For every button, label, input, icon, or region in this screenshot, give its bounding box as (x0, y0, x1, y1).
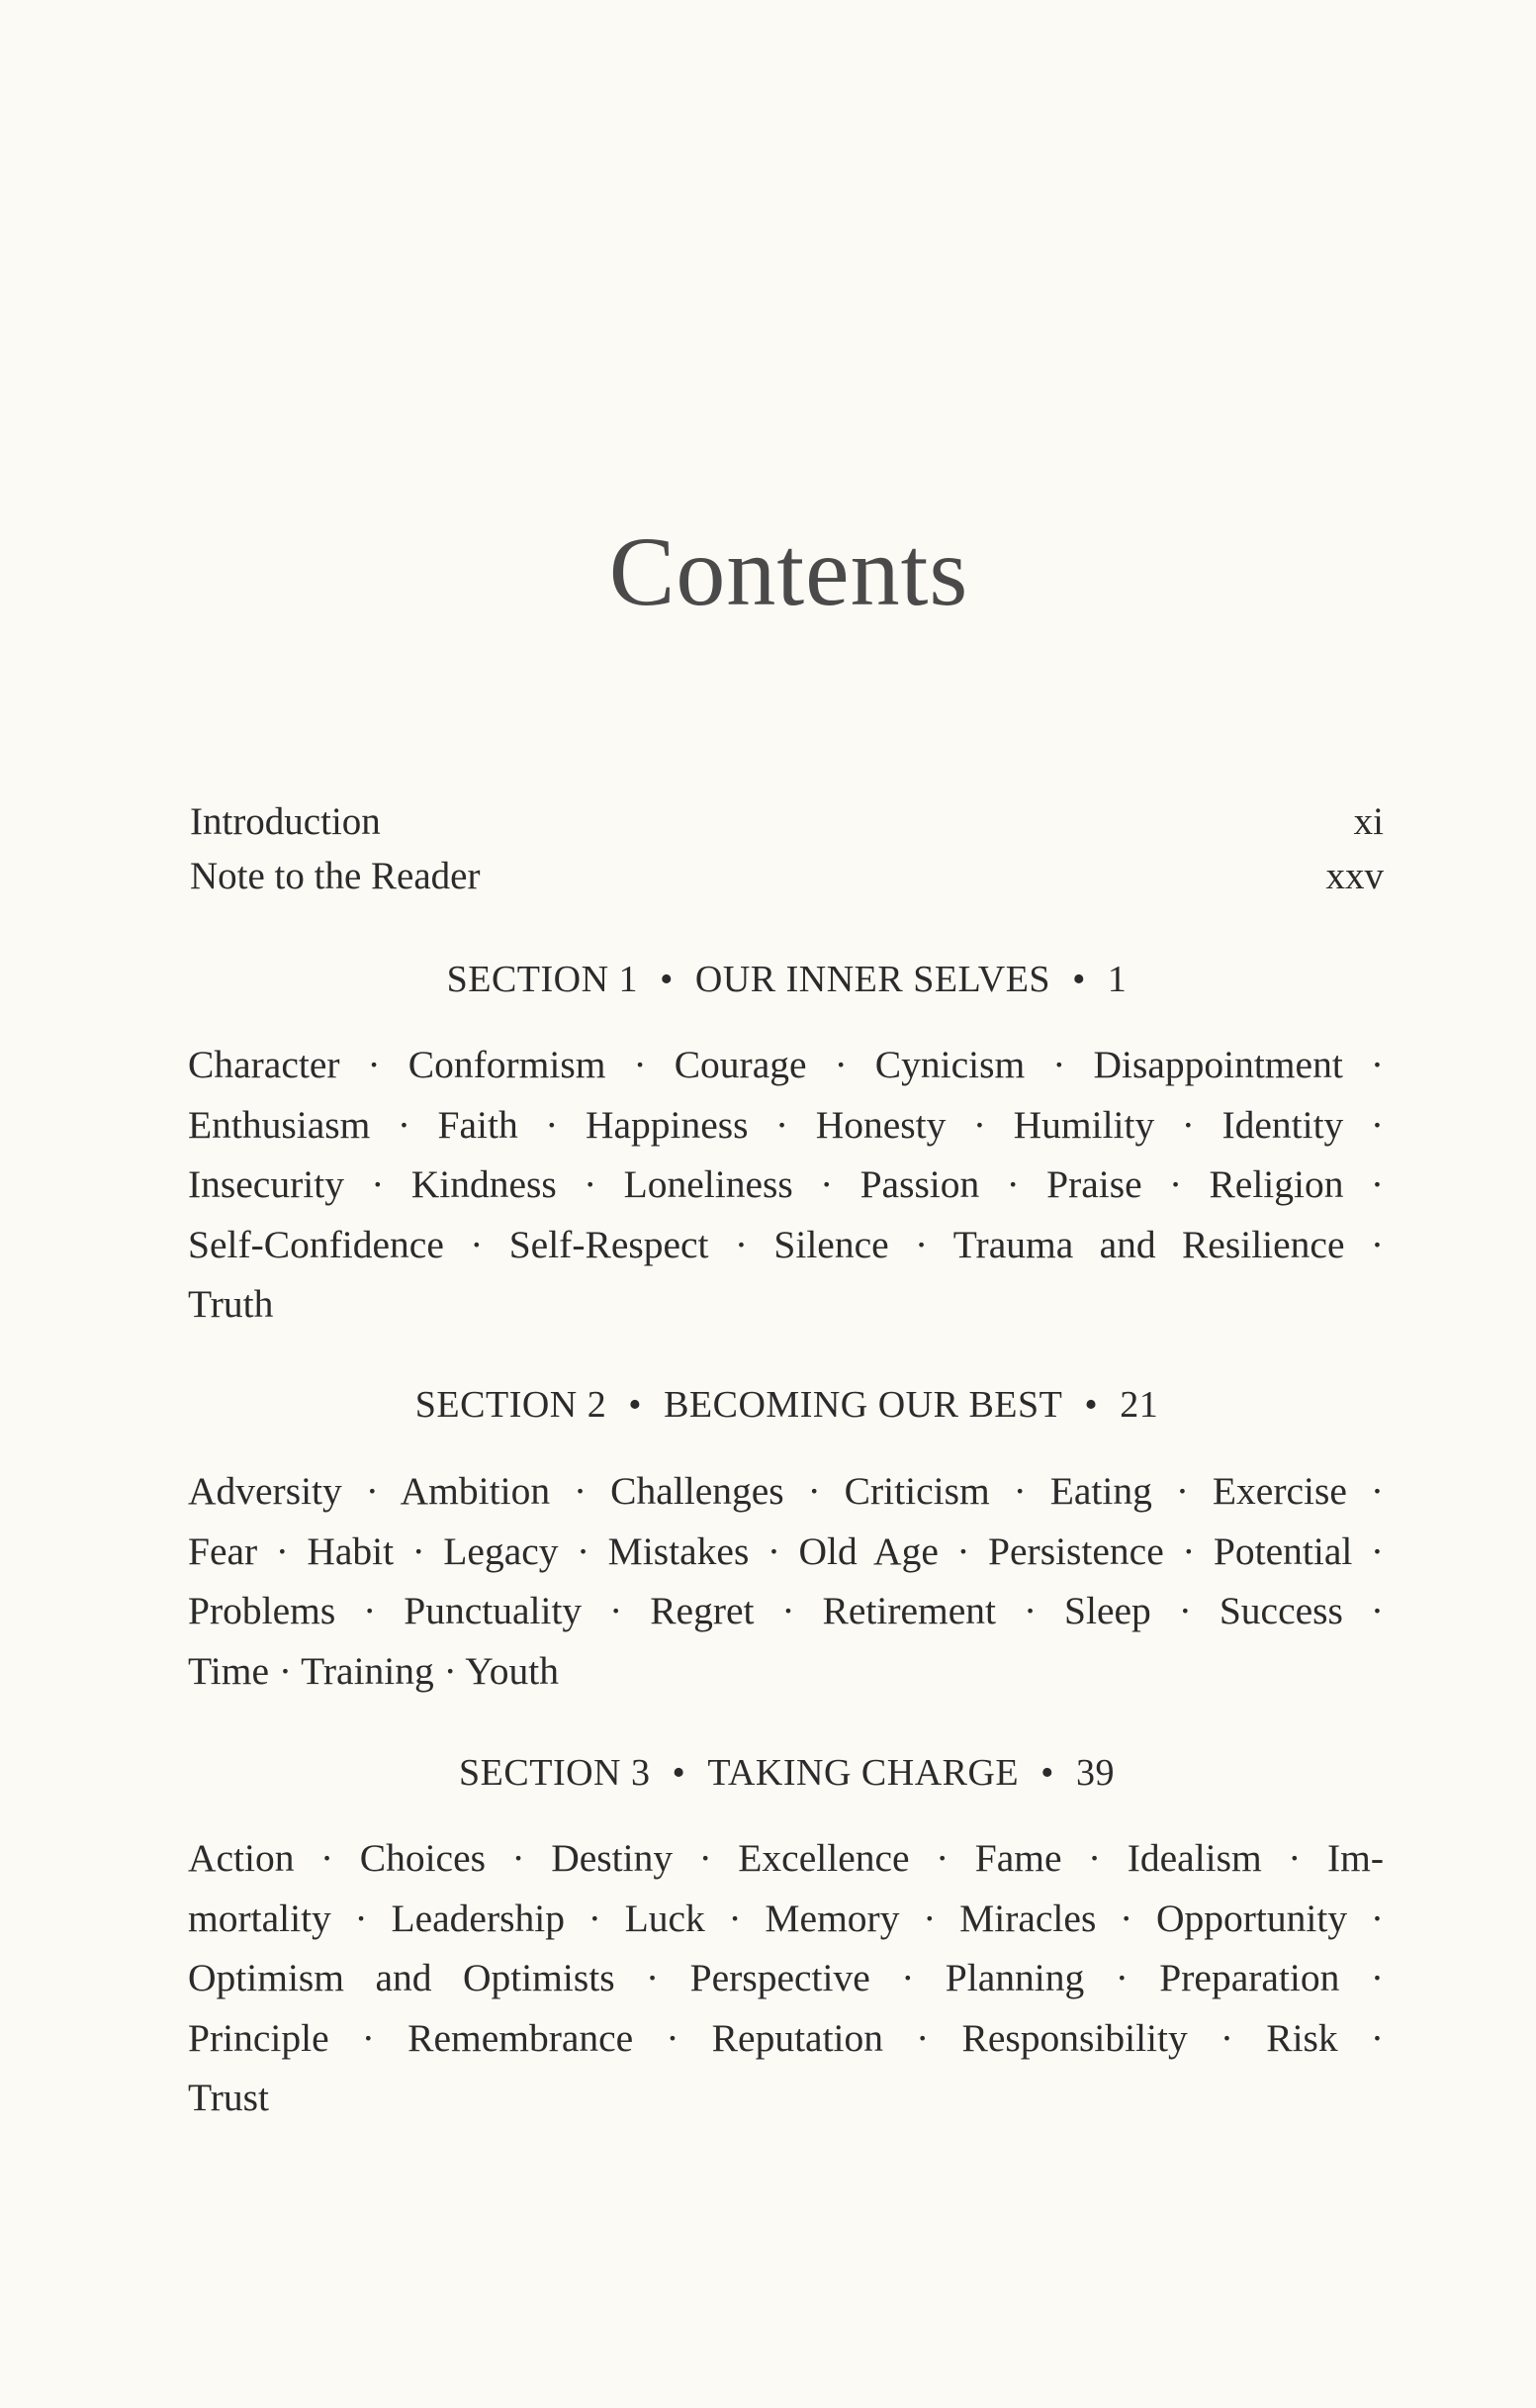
section-topics (188, 1461, 1384, 1701)
section-heading (190, 1383, 1384, 1427)
bullet-separator: • (672, 1752, 686, 1794)
entry-page: xi (1353, 800, 1384, 843)
section-heading (190, 958, 1384, 1001)
topic-line: Time · Training · Youth (188, 1648, 560, 1693)
section-page: 1 (1107, 959, 1128, 1000)
topic-line: Truth (188, 1282, 274, 1326)
section-topics (188, 1828, 1384, 2128)
section-topics (188, 1035, 1384, 1335)
bullet-separator: • (1040, 1752, 1054, 1794)
section-number: SECTION 2 (414, 1384, 607, 1426)
section-name: OUR INNER SELVES (694, 959, 1051, 1000)
topic-line: Problems · Punctuality · Regret · Retirement · Sleep · Success · (188, 1589, 1384, 1632)
topic-line: Enthusiasm · Faith · Happiness · Honesty · Humility · Identity · (188, 1102, 1384, 1147)
entry-label: Note to the Reader (190, 855, 481, 897)
topic-line: Character · Conformism · Courage · Cynicism · Disappointment · (188, 1043, 1384, 1086)
bullet-separator: • (660, 959, 674, 1000)
topic-line: Adversity · Ambition · Challenges · Criticism · Eating · Exercise · (188, 1469, 1384, 1513)
topic-line: Fear · Habit · Legacy · Mistakes · Old Age · Persistence · Potential · (188, 1528, 1384, 1573)
section-name: TAKING CHARGE (707, 1752, 1020, 1794)
topic-line: Self-Confidence · Self-Respect · Silence · Trauma and Resilience · (188, 1222, 1384, 1266)
bullet-separator: • (1084, 1384, 1099, 1426)
topic-line: Trust (188, 2076, 269, 2119)
section-number: SECTION 3 (459, 1752, 651, 1794)
section-name: BECOMING OUR BEST (664, 1384, 1063, 1426)
topic-line: Insecurity · Kindness · Loneliness · Passion · Praise · Religion · (188, 1162, 1384, 1206)
front-matter (190, 799, 1384, 908)
section-page: 21 (1120, 1384, 1159, 1426)
toc-entry-note-to-reader[interactable] (190, 854, 1384, 908)
section-page: 39 (1075, 1752, 1115, 1794)
entry-label: Introduction (190, 800, 381, 843)
section-heading (190, 1751, 1384, 1795)
bullet-separator: • (1072, 959, 1086, 1000)
page-title: Contents (608, 516, 969, 626)
bullet-separator: • (628, 1384, 643, 1426)
toc-entry-introduction[interactable] (190, 799, 1384, 854)
topic-line: Principle · Remembrance · Reputation · Responsibility · Risk · (188, 2015, 1384, 2060)
topic-line: Optimism and Optimists · Perspective · Planning · Preparation · (188, 1956, 1384, 1999)
section-number: SECTION 1 (446, 959, 639, 1000)
topic-line: Action · Choices · Destiny · Excellence · Fame · Idealism · Im- (188, 1836, 1384, 1880)
topic-line: mortality · Leadership · Luck · Memory · Miracles · Opportunity · (188, 1896, 1384, 1940)
entry-page: xxv (1325, 855, 1384, 897)
